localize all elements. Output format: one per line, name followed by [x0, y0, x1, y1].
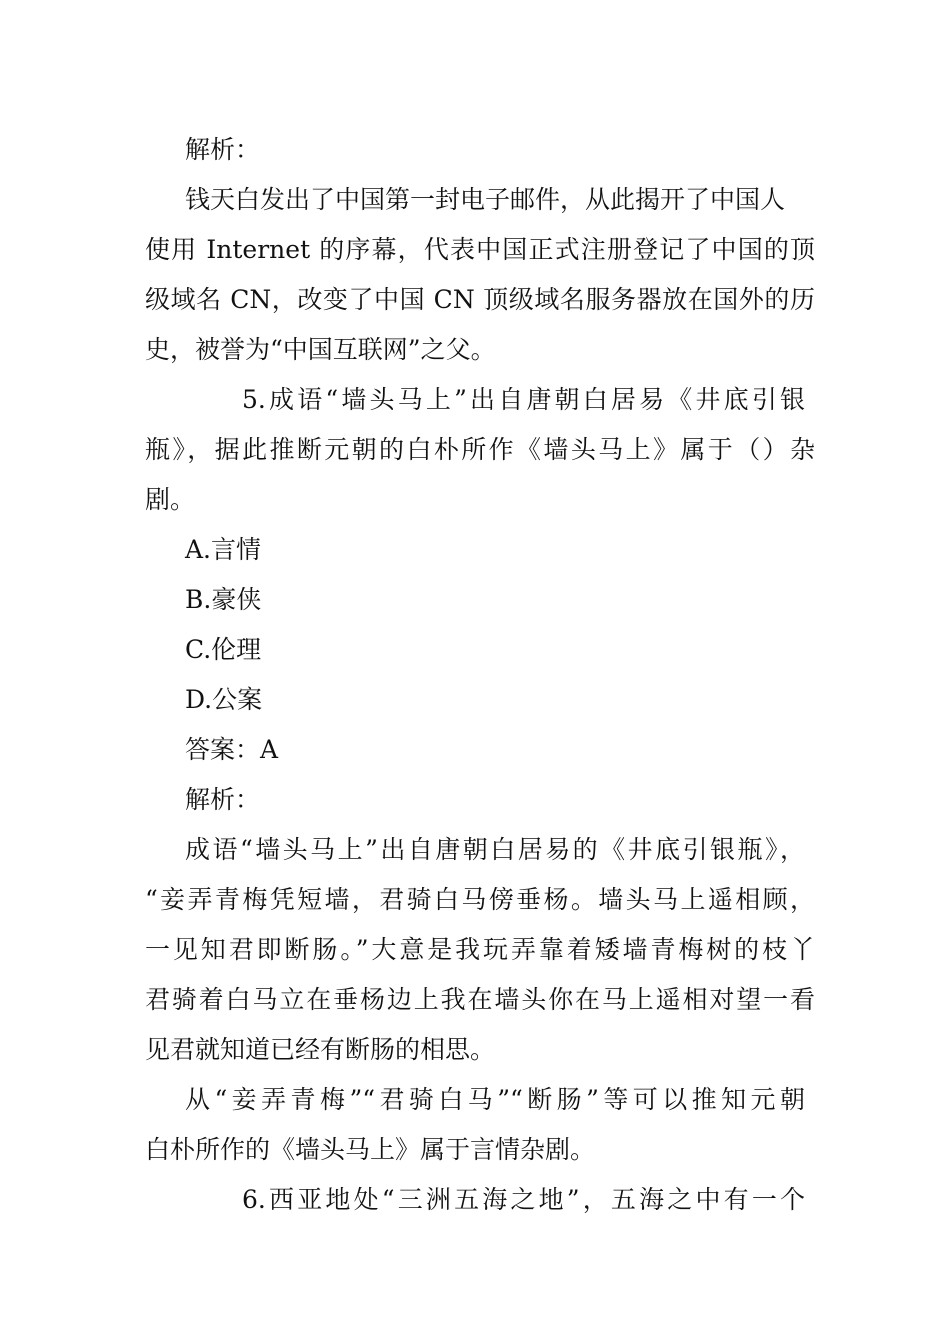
paragraph-line: 从“妾弄青梅”“君骑白马”“断肠”等可以推知元朝 [185, 1085, 805, 1114]
paragraph-line: 使用 Internet 的序幕，代表中国正式注册登记了中国的顶 [145, 235, 815, 264]
paragraph-line: 君骑着白马立在垂杨边上我在墙头你在马上遥相对望一看 [145, 985, 815, 1014]
paragraph-line: 白朴所作的《墙头马上》属于言情杂剧。 [145, 1135, 596, 1164]
option-d: D.公案 [185, 685, 263, 714]
option-c: C.伦理 [185, 635, 262, 664]
paragraph-line: 级域名 CN，改变了中国 CN 顶级域名服务器放在国外的历 [145, 285, 815, 314]
paragraph-line: 成语“墙头马上”出自唐朝白居易的《井底引银瓶》， [185, 835, 805, 864]
analysis-label: 解析： [185, 785, 261, 814]
question-5-line: 5.成语“墙头马上”出自唐朝白居易《井底引银 [242, 385, 805, 414]
paragraph-line: 见君就知道已经有断肠的相思。 [145, 1035, 496, 1064]
paragraph-line: 一见知君即断肠。”大意是我玩弄靠着矮墙青梅树的枝丫 [145, 935, 815, 964]
answer-line: 答案：A [185, 735, 279, 764]
option-a: A.言情 [185, 535, 262, 564]
question-6-line: 6.西亚地处“三洲五海之地”，五海之中有一个 [242, 1185, 805, 1214]
paragraph-line: 史，被誉为“中国互联网”之父。 [145, 335, 496, 364]
paragraph-line: 钱天白发出了中国第一封电子邮件，从此揭开了中国人 [185, 185, 786, 214]
question-5-line: 剧。 [145, 485, 196, 514]
analysis-label: 解析： [185, 135, 261, 164]
paragraph-line: “妾弄青梅凭短墙，君骑白马傍垂杨。墙头马上遥相顾， [145, 885, 815, 914]
option-b: B.豪侠 [185, 585, 262, 614]
question-5-line: 瓶》，据此推断元朝的白朴所作《墙头马上》属于（）杂 [145, 435, 815, 464]
